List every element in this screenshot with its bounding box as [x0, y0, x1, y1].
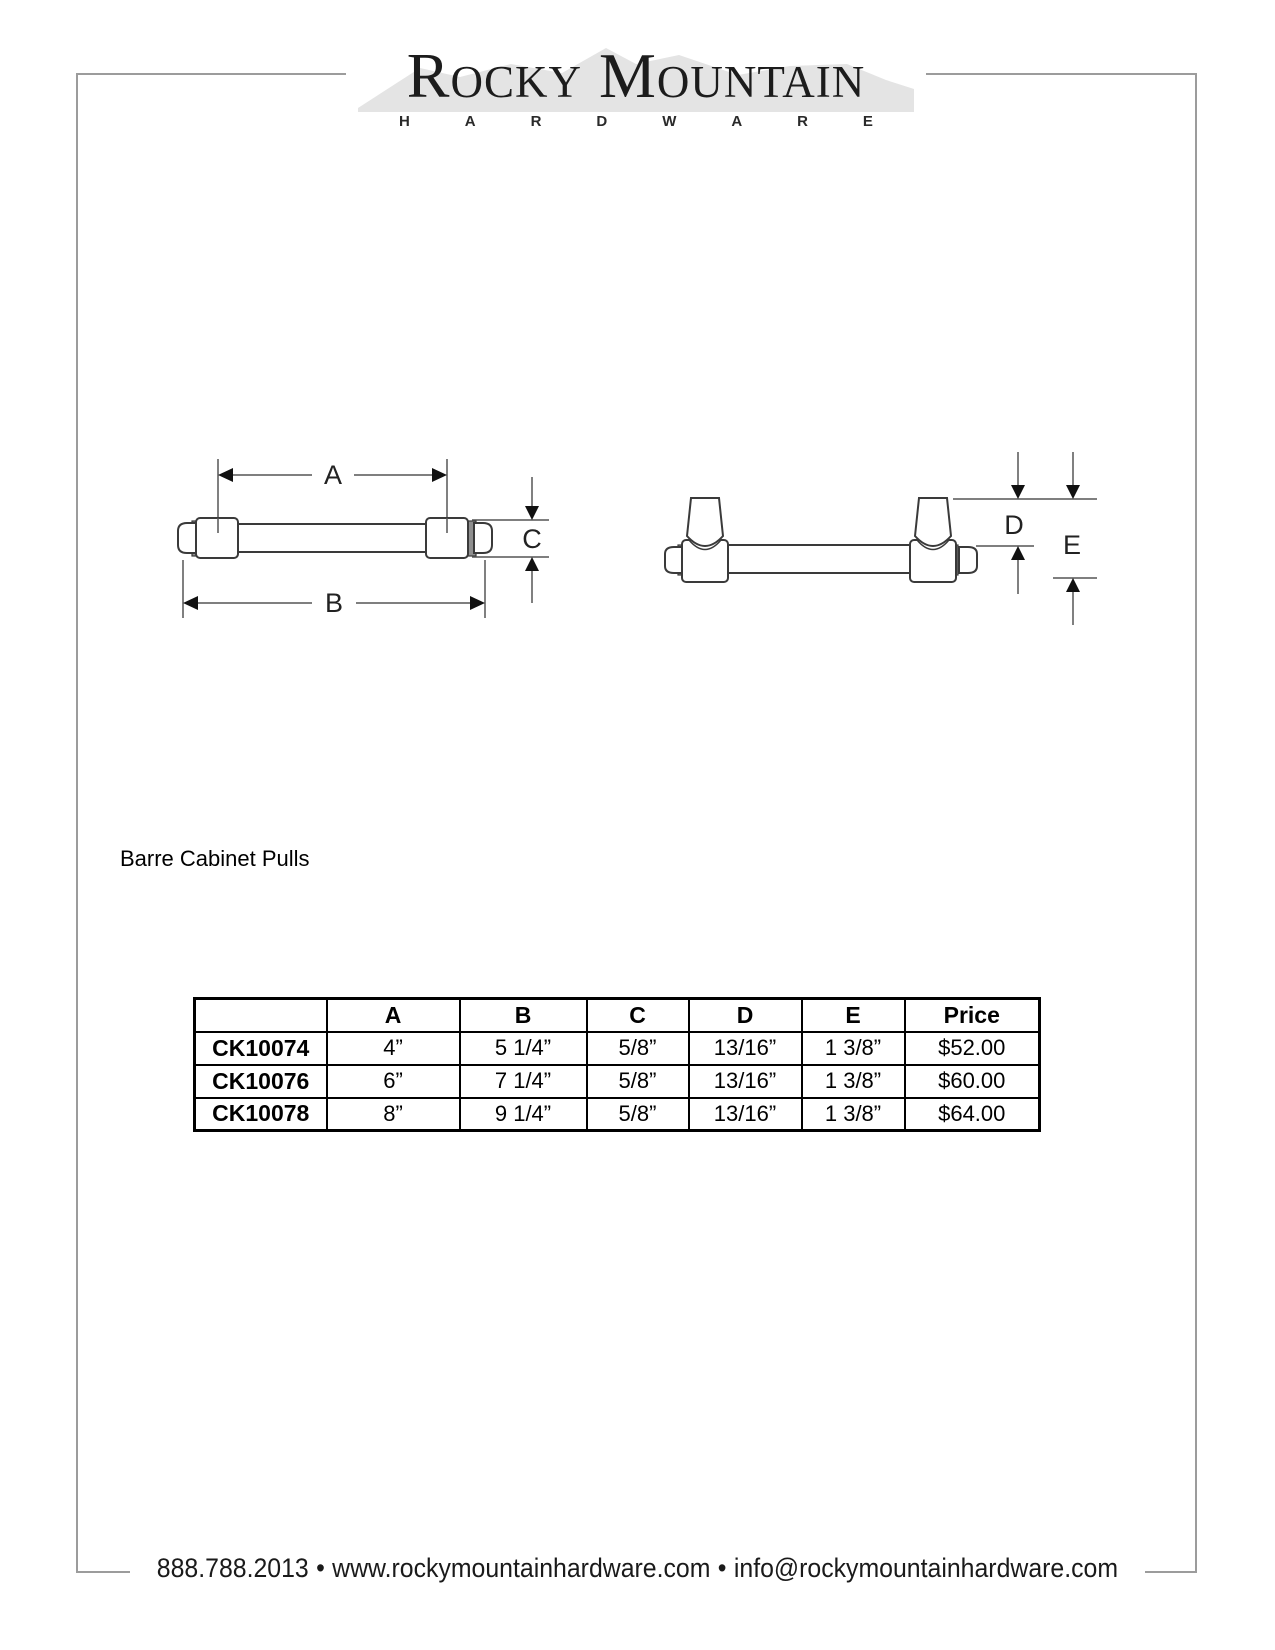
product-code: CK10078	[195, 1098, 327, 1131]
dim-label-a: A	[323, 460, 343, 490]
dim-c-arrowhead-up	[525, 557, 539, 571]
dim-d-arrowhead-down	[1011, 485, 1025, 499]
header-cell-b: B	[460, 999, 587, 1032]
footer-email-link[interactable]: info@rockymountainhardware.com	[733, 1552, 1119, 1583]
header-cell-a: A	[327, 999, 460, 1032]
dim-label-d: D	[1004, 510, 1024, 540]
end-cap-left	[178, 523, 196, 553]
header-cell-d: D	[689, 999, 802, 1032]
footer-text	[157, 1553, 1118, 1584]
dim-b-arrowhead-right	[470, 596, 485, 610]
hardware-letter: A	[731, 113, 743, 130]
table-cell: 13/16”	[689, 1065, 802, 1098]
price-cell: $52.00	[905, 1032, 1040, 1065]
hardware-letter: E	[862, 113, 873, 130]
header-cell-c: C	[587, 999, 689, 1032]
side-end-cap-right	[959, 547, 977, 573]
table-row	[195, 1098, 1040, 1131]
section-title: Barre Cabinet Pulls	[120, 846, 310, 871]
front-view-drawing	[178, 459, 549, 618]
dim-e-arrowhead-down	[1066, 485, 1080, 499]
product-code: CK10074	[195, 1032, 327, 1065]
footer-website-link[interactable]: www.rockymountainhardware.com	[332, 1552, 711, 1583]
table-cell: 5/8”	[587, 1065, 689, 1098]
hardware-letter: W	[662, 113, 677, 130]
header-cell-e: E	[802, 999, 905, 1032]
table-cell: 7 1/4”	[460, 1065, 587, 1098]
table-row	[195, 1032, 1040, 1065]
product-code: CK10076	[195, 1065, 327, 1098]
technical-drawings	[140, 415, 1100, 630]
dim-label-c: C	[522, 524, 542, 554]
dim-b-arrowhead-left	[183, 596, 198, 610]
hardware-letter: A	[464, 113, 476, 130]
logo-subtitle-hardware	[399, 113, 873, 130]
dim-e-arrowhead-up	[1066, 578, 1080, 592]
table-cell: 1 3/8”	[802, 1098, 905, 1131]
pull-bar-side	[726, 545, 914, 573]
table-cell: 5/8”	[587, 1032, 689, 1065]
logo-title: Rocky Mountain	[406, 40, 866, 111]
footer-phone: 888.788.2013	[156, 1552, 309, 1583]
logo	[346, 28, 926, 132]
hardware-letter: H	[399, 113, 410, 130]
page-border-frame	[76, 73, 1197, 1573]
header-cell-price: Price	[905, 999, 1040, 1032]
footer-separator: •	[316, 1552, 325, 1583]
price-cell: $64.00	[905, 1098, 1040, 1131]
table-cell: 5 1/4”	[460, 1032, 587, 1065]
table-cell: 6”	[327, 1065, 460, 1098]
end-cap-right	[474, 523, 492, 553]
dim-a-arrowhead-left	[218, 468, 233, 482]
dim-label-e: E	[1062, 530, 1082, 560]
price-cell: $60.00	[905, 1065, 1040, 1098]
ferrule-left	[196, 518, 238, 558]
spec-table	[193, 997, 1041, 1132]
hardware-letter: R	[530, 113, 542, 130]
table-cell: 13/16”	[689, 1098, 802, 1131]
table-cell: 1 3/8”	[802, 1032, 905, 1065]
dim-d-arrowhead-up	[1011, 546, 1025, 560]
dim-c-arrowhead-down	[525, 506, 539, 520]
dim-label-b: B	[324, 588, 344, 618]
table-cell: 13/16”	[689, 1032, 802, 1065]
footer-separator: •	[717, 1552, 727, 1583]
pull-bar-front	[238, 524, 426, 552]
header-cell-blank	[195, 999, 327, 1032]
mounting-post-left	[687, 498, 723, 546]
table-cell: 8”	[327, 1098, 460, 1131]
hardware-letter: D	[596, 113, 608, 130]
table-row	[195, 1065, 1040, 1098]
table-cell: 5/8”	[587, 1098, 689, 1131]
hardware-letter: R	[797, 113, 808, 130]
table-cell: 4”	[327, 1032, 460, 1065]
table-header-row	[195, 999, 1040, 1032]
side-view-drawing	[665, 452, 1097, 625]
table-cell: 9 1/4”	[460, 1098, 587, 1131]
dim-a-arrowhead-right	[432, 468, 447, 482]
footer	[130, 1544, 1145, 1592]
side-end-cap-left	[665, 547, 683, 573]
mounting-post-right	[915, 498, 951, 546]
table-cell: 1 3/8”	[802, 1065, 905, 1098]
